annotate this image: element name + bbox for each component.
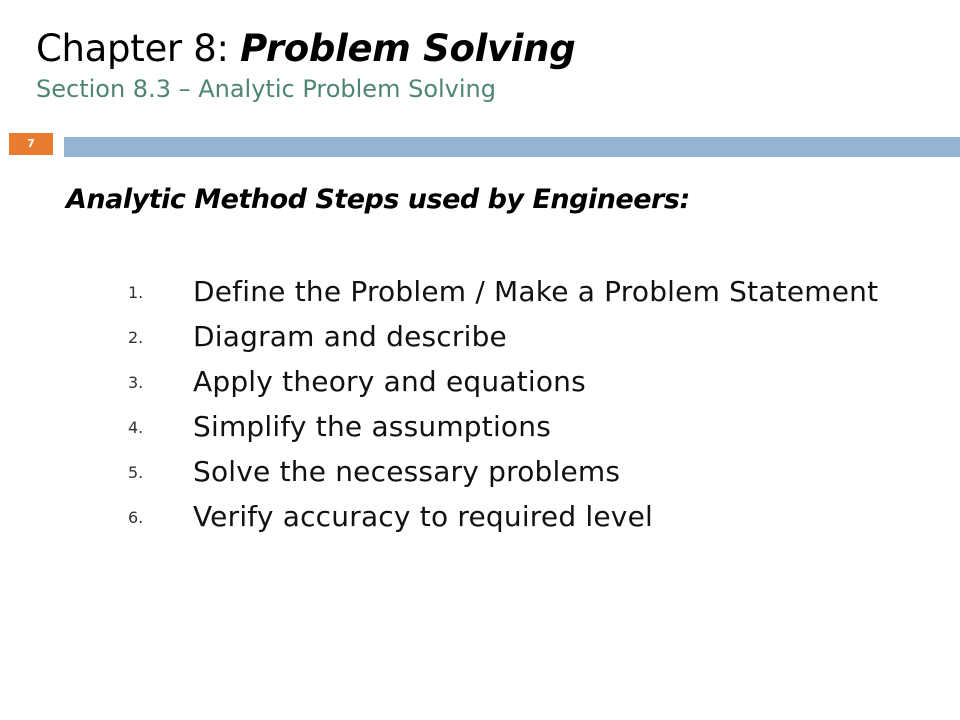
step-text: Define the Problem / Make a Problem Statement — [193, 275, 879, 308]
step-text: Diagram and describe — [193, 320, 507, 353]
steps-list — [0, 274, 960, 544]
step-number: 4. — [128, 418, 144, 437]
list-item — [0, 319, 960, 354]
title-block — [36, 26, 936, 106]
list-item — [0, 274, 960, 309]
slide-title — [36, 26, 936, 72]
list-item — [0, 364, 960, 399]
step-text: Apply theory and equations — [193, 365, 586, 398]
list-item — [0, 499, 960, 534]
step-text: Solve the necessary problems — [193, 455, 621, 488]
list-item — [0, 409, 960, 444]
step-number: 6. — [128, 508, 144, 527]
step-text: Verify accuracy to required level — [193, 500, 653, 533]
step-text: Simplify the assumptions — [193, 410, 551, 443]
step-number: 2. — [128, 328, 144, 347]
step-number: 5. — [128, 463, 144, 482]
title-prefix: Chapter 8: — [36, 27, 241, 70]
header-rule-bar — [64, 137, 960, 157]
page-number-badge: 7 — [9, 133, 53, 155]
step-number: 3. — [128, 373, 144, 392]
slide-subtitle: Section 8.3 – Analytic Problem Solving — [36, 75, 496, 103]
title-emphasis: Problem Solving — [240, 27, 576, 70]
list-item — [0, 454, 960, 489]
step-number: 1. — [128, 283, 144, 302]
section-heading: Analytic Method Steps used by Engineers: — [66, 184, 690, 215]
